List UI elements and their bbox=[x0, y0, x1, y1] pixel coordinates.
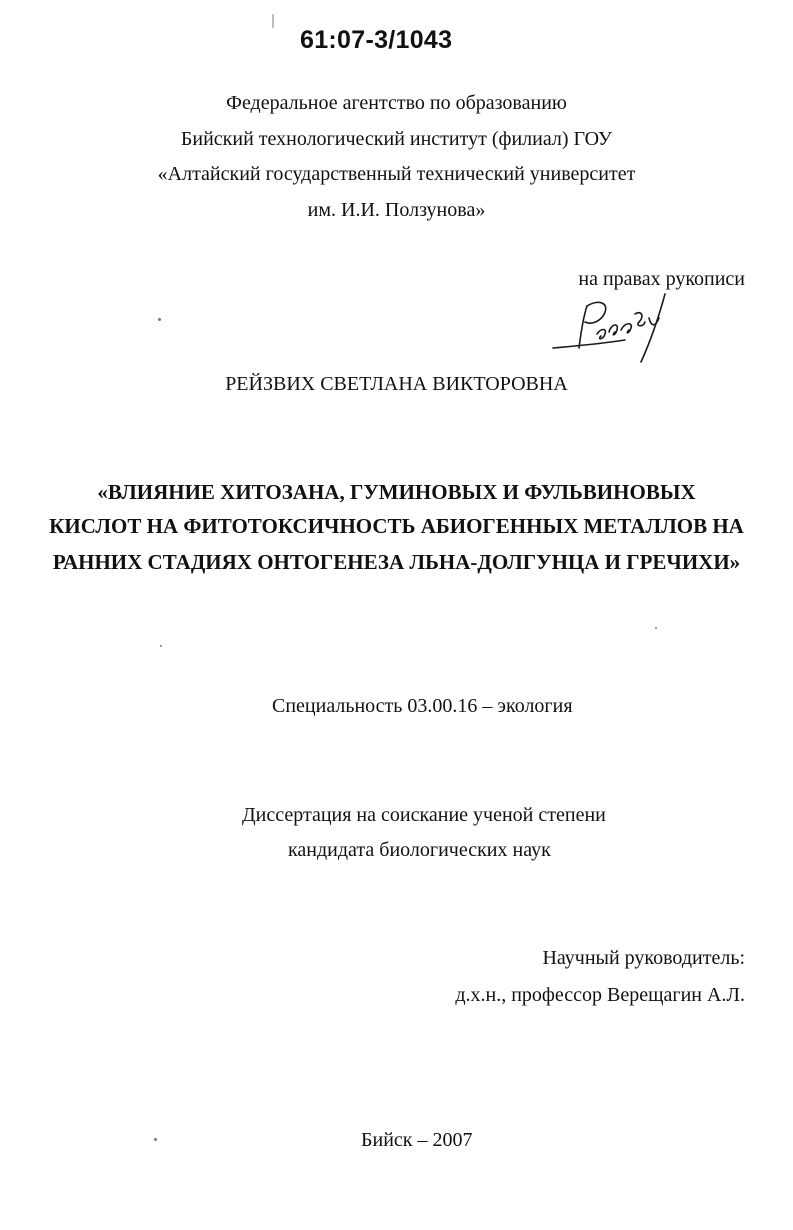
title-line-2: КИСЛОТ НА ФИТОТОКСИЧНОСТЬ АБИОГЕННЫХ МЕТАЛЛОВ НА bbox=[49, 514, 744, 538]
org-line-1: Федеральное агентство по образованию bbox=[226, 92, 567, 114]
title-line-3: РАННИХ СТАДИЯХ ОНТОГЕНЕЗА ЛЬНА-ДОЛГУНЦА И ГРЕЧИХИ» bbox=[52, 550, 741, 574]
specialty-line: Специальность 03.00.16 – экология bbox=[272, 695, 573, 717]
supervisor-name: д.х.н., профессор Верещагин А.Л. bbox=[455, 984, 745, 1006]
archive-stamp: 61:07-3/1043 bbox=[300, 26, 453, 54]
scan-speck bbox=[655, 627, 657, 629]
dissertation-line-2: кандидата биологических наук bbox=[288, 839, 551, 861]
supervisor-label: Научный руководитель: bbox=[542, 947, 745, 969]
manuscript-rights-note: на правах рукописи bbox=[578, 268, 745, 290]
scan-speck bbox=[160, 645, 162, 647]
org-line-4: им. И.И. Ползунова» bbox=[307, 199, 486, 221]
title-line-1: «ВЛИЯНИЕ ХИТОЗАНА, ГУМИНОВЫХ И ФУЛЬВИНОВЫХ bbox=[97, 480, 696, 504]
place-and-year: Бийск – 2007 bbox=[361, 1129, 473, 1151]
scan-speck bbox=[158, 318, 161, 321]
author-name: РЕЙЗВИХ СВЕТЛАНА ВИКТОРОВНА bbox=[225, 373, 568, 395]
dissertation-line-1: Диссертация на соискание ученой степени bbox=[242, 804, 606, 826]
scan-speck bbox=[154, 1138, 157, 1141]
org-line-3: «Алтайский государственный технический университет bbox=[157, 163, 636, 185]
org-line-2: Бийский технологический институт (филиал) ГОУ bbox=[180, 128, 613, 150]
scan-mark bbox=[272, 14, 274, 28]
handwritten-signature bbox=[545, 288, 675, 368]
